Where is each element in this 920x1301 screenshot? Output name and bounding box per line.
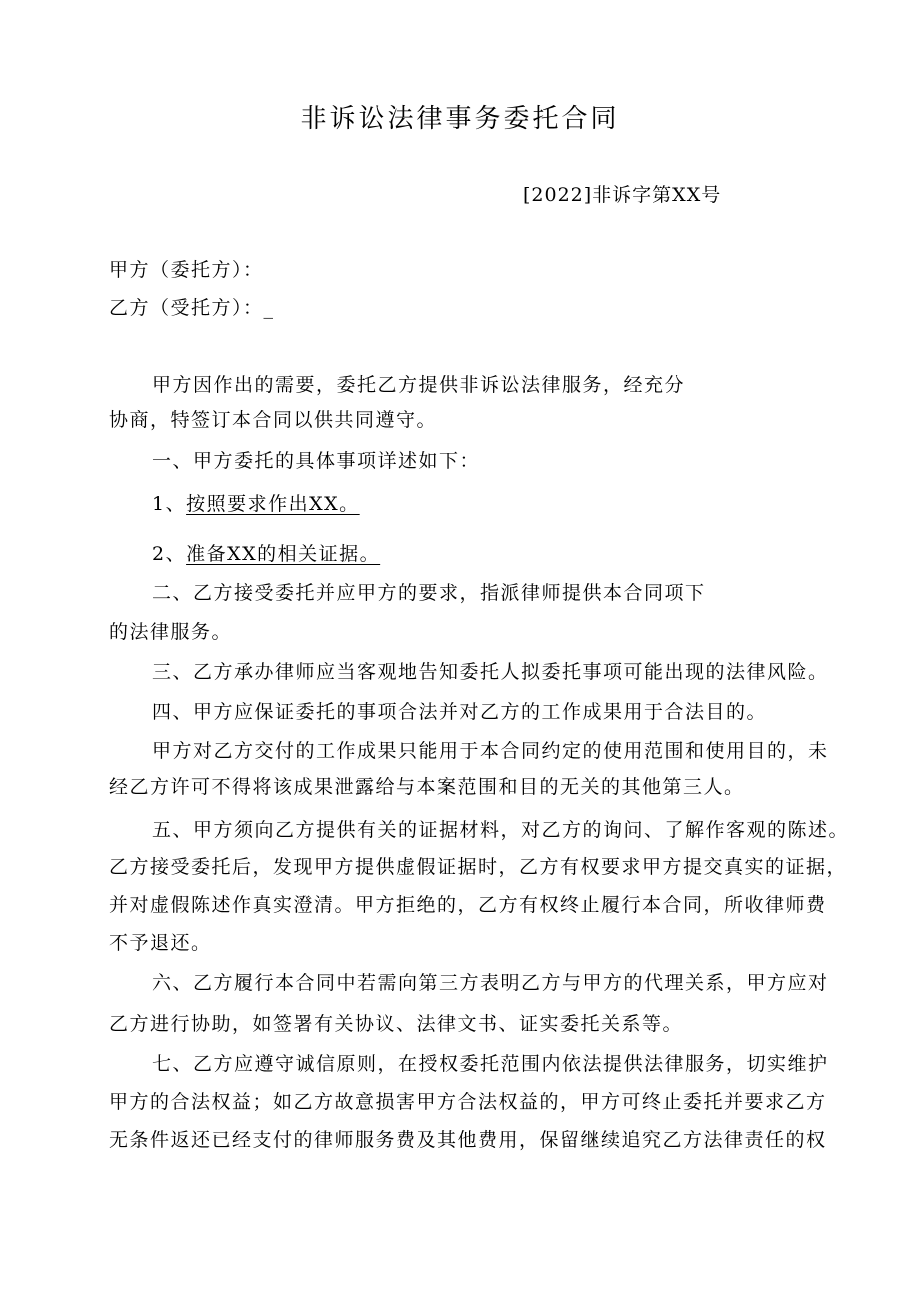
clause-2-line-1: 二、乙方接受委托并应甲方的要求，指派律师提供本合同项下 (152, 582, 706, 604)
list-item-number: 2、 (152, 543, 187, 565)
list-item-text: 准备XX的相关证据。 (186, 543, 381, 565)
clause-7-line-2: 甲方的合法权益；如乙方故意损害甲方合法权益的，甲方可终止委托并要求乙方 (109, 1091, 827, 1113)
list-item-2 (152, 542, 380, 566)
list-item-1 (152, 492, 360, 516)
clause-7-line-3: 无条件返还已经支付的律师服务费及其他费用，保留继续追究乙方法律责任的权 (109, 1129, 827, 1151)
clause-4: 四、甲方应保证委托的事项合法并对乙方的工作成果用于合法目的。 (152, 701, 768, 723)
document-number: [2022]非诉字第XX号 (523, 184, 722, 206)
clause-5-line-4: 不予退还。 (109, 932, 212, 954)
clause-6-line-2: 乙方进行协助，如签署有关协议、法律文书、证实委托关系等。 (109, 1013, 684, 1035)
clause-1-heading: 一、甲方委托的具体事项详述如下： (152, 450, 481, 472)
list-item-text: 按照要求作出XX。 (186, 493, 360, 515)
preamble-line-1: 甲方因作出的需要，委托乙方提供非诉讼法律服务，经充分 (152, 374, 686, 396)
clause-4-para-line-2: 经乙方许可不得将该成果泄露给与本案范围和目的无关的其他第三人。 (109, 776, 745, 798)
party-a-label: 甲方（委托方）： (109, 259, 264, 281)
clause-3: 三、乙方承办律师应当客观地告知委托人拟委托事项可能出现的法律风险。 (152, 661, 829, 683)
clause-6-line-1: 六、乙方履行本合同中若需向第三方表明乙方与甲方的代理关系，甲方应对 (152, 972, 829, 994)
clause-2-line-2: 的法律服务。 (109, 621, 233, 643)
clause-5-line-1: 五、甲方须向乙方提供有关的证据材料，对乙方的询问、了解作客观的陈述。 (152, 819, 850, 841)
party-b-label: 乙方（受托方）：_ (109, 297, 275, 319)
clause-5-line-3: 并对虚假陈述作真实澄清。甲方拒绝的，乙方有权终止履行本合同，所收律师费 (109, 894, 827, 916)
document-title: 非诉讼法律事务委托合同 (300, 104, 620, 134)
clause-4-para-line-1: 甲方对乙方交付的工作成果只能用于本合同约定的使用范围和使用目的，未 (152, 740, 829, 762)
list-item-number: 1、 (152, 493, 187, 515)
clause-5-line-2: 乙方接受委托后，发现甲方提供虚假证据时，乙方有权要求甲方提交真实的证据， (109, 856, 848, 878)
preamble-line-2: 协商，特签订本合同以供共同遵守。 (109, 409, 438, 431)
clause-7-line-1: 七、乙方应遵守诚信原则，在授权委托范围内依法提供法律服务，切实维护 (152, 1053, 829, 1075)
